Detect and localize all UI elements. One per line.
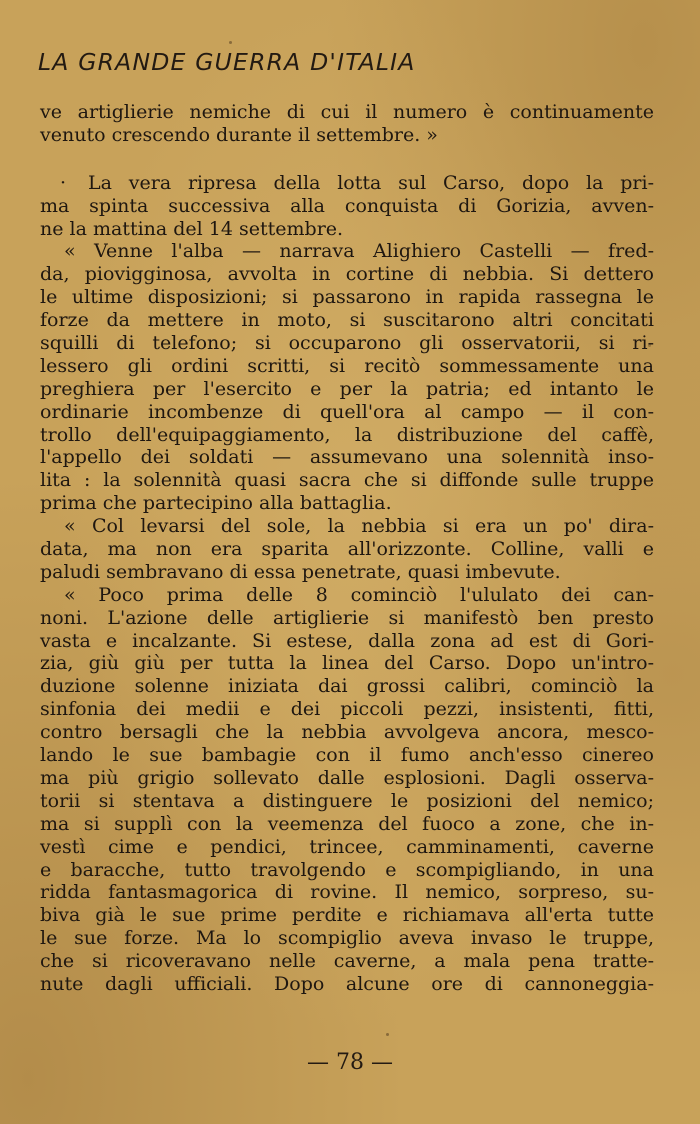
- text-line-content: La vera ripresa della lotta sul Carso, dopo la pri-: [88, 171, 654, 194]
- text-line: vasta e incalzante. Si estese, dalla zona ad est di Gori-: [40, 629, 654, 652]
- text-line: [40, 172, 654, 195]
- text-line: ma si supplì con la veemenza del fuoco a zone, che in-: [40, 812, 654, 835]
- text-line: lessero gli ordini scritti, si recitò sommessamente una: [40, 354, 654, 377]
- text-line: zia, giù giù per tutta la linea del Carso. Dopo un'intro-: [40, 652, 654, 675]
- body-text: [40, 101, 654, 996]
- text-line: trollo dell'equipaggiamento, la distribuzione del caffè,: [40, 423, 654, 446]
- text-line: paludi sembravano di essa penetrate, quasi imbevute.: [40, 560, 561, 583]
- text-line: le ultime disposizioni; si passarono in rapida rassegna le: [40, 286, 654, 309]
- paper-speck: [229, 41, 232, 44]
- running-head: LA GRANDE GUERRA D'ITALIA: [38, 48, 416, 76]
- text-line: ridda fantasmagorica di rovine. Il nemico, sorpreso, su-: [40, 881, 654, 904]
- text-line: ve artiglierie nemiche di cui il numero è continuamente: [40, 101, 654, 123]
- text-line: sinfonia dei medii e dei piccoli pezzi, insistenti, fitti,: [40, 698, 654, 721]
- text-line: ma più grigio sollevato dalle esplosioni. Dagli osserva-: [40, 766, 654, 789]
- paper-speck: [648, 344, 651, 347]
- text-line: forze da mettere in moto, si suscitarono altri concitati: [40, 309, 654, 332]
- text-line: e baracche, tutto travolgendo e scompigliando, in una: [40, 858, 654, 881]
- text-line: contro bersagli che la nebbia avvolgeva ancora, mesco-: [40, 721, 654, 744]
- text-line: ma spinta successiva alla conquista di Gorizia, avven-: [40, 194, 654, 217]
- text-line: prima che partecipino alla battaglia.: [40, 492, 392, 515]
- text-line: le sue forze. Ma lo scompiglio aveva invaso le truppe,: [40, 927, 654, 950]
- text-line: vestì cime e pendici, trincee, camminamenti, caverne: [40, 835, 654, 858]
- text-line: data, ma non era sparita all'orizzonte. Colline, valli e: [40, 538, 654, 561]
- text-line: « Poco prima delle 8 cominciò l'ululato dei can-: [64, 583, 654, 606]
- paragraph-gap: [40, 147, 654, 172]
- text-line: lita : la solennità quasi sacra che si diffonde sulle truppe: [40, 469, 654, 492]
- text-line: venuto crescendo durante il settembre. »: [40, 123, 438, 146]
- text-line: ordinarie incombenze di quell'ora al campo — il con-: [40, 400, 654, 423]
- text-line: da, piovigginosa, avvolta in cortine di nebbia. Si dettero: [40, 263, 654, 286]
- text-line: duzione solenne iniziata dai grossi calibri, cominciò la: [40, 675, 654, 698]
- text-line: ne la mattina del 14 settembre.: [40, 217, 344, 240]
- text-line: torii si stentava a distinguere le posizioni del nemico;: [40, 789, 654, 812]
- text-line: nute dagli ufficiali. Dopo alcune ore di cannoneggia-: [40, 972, 654, 995]
- text-line: squilli di telefono; si occuparono gli osservatorii, si ri-: [40, 332, 654, 355]
- text-line: l'appello dei soldati — assumevano una solennità inso-: [40, 446, 654, 469]
- text-line: che si ricoveravano nelle caverne, a mala pena tratte-: [40, 950, 654, 973]
- text-line: biva già le sue prime perdite e richiamava all'erta tutte: [40, 904, 654, 927]
- page-number: — 78 —: [307, 1050, 393, 1075]
- bullet-mark: ·: [60, 171, 67, 194]
- text-line: noni. L'azione delle artiglierie si manifestò ben presto: [40, 606, 654, 629]
- text-line: « Venne l'alba — narrava Alighiero Castelli — fred-: [64, 240, 654, 263]
- paper-speck: [386, 1033, 389, 1036]
- text-line: preghiera per l'esercito e per la patria; ed intanto le: [40, 377, 654, 400]
- text-line: « Col levarsi del sole, la nebbia si era un po' dira-: [64, 515, 654, 538]
- text-line: lando le sue bambagie con il fumo anch'esso cinereo: [40, 744, 654, 767]
